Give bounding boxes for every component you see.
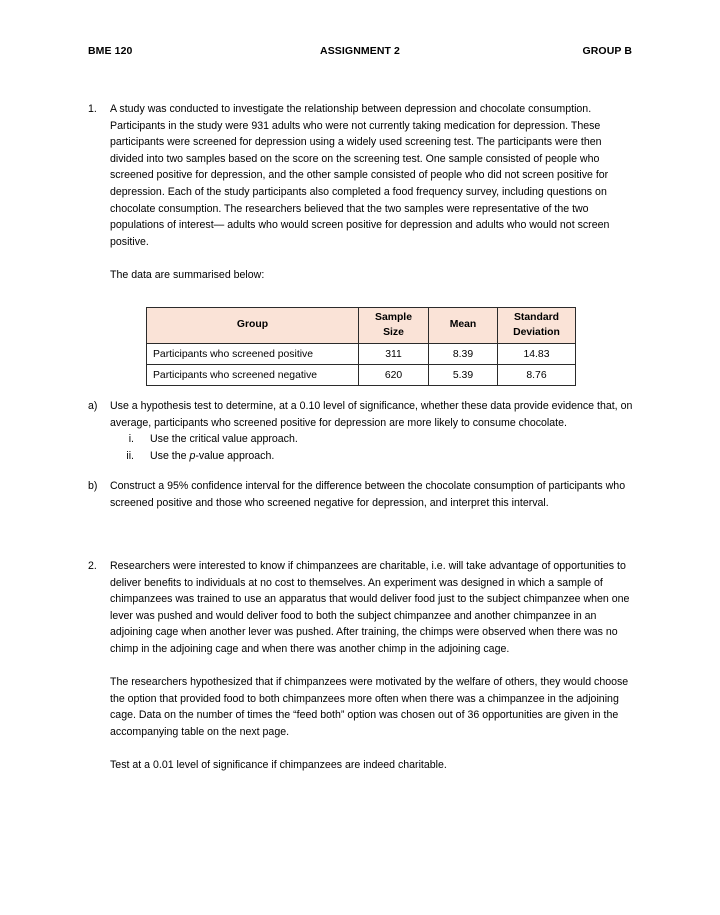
table-body	[147, 344, 576, 386]
roman-item-i-label: Use the critical value approach.	[150, 433, 298, 446]
table-header-mean	[429, 308, 498, 344]
header-course-code: BME 120	[88, 45, 133, 57]
question-1-paragraph-1: A study was conducted to investigate the relationship between depression and chocolate consumption. Participants in the study were 931 adults who were not currently taking medication for depression. These participants were screened for depression using a widely used screening test. The participants were then divided into two samples based on the score on the screening test. One sample consisted of people who screened positive for depression, and the other sample consisted of people who did not screen positive for depression. Each of the study participants also completed a food frequency survey, including questions on chocolate consumption. The researchers believed that the two samples were representative of the two populations of interest— adults who would screen positive for depression and adults who would not screen positive.	[110, 103, 610, 248]
table-header-mean-label: Mean	[449, 319, 477, 331]
sub-question-b-body	[110, 478, 634, 511]
header-group-label: GROUP B	[582, 45, 632, 57]
question-1-marker: 1.	[88, 103, 97, 115]
sub-question-b-block	[88, 478, 634, 511]
table-header-sample-size-line2: Size	[383, 326, 404, 338]
table-cell-sd: 8.76	[498, 365, 576, 386]
roman-item-ii-italic-p: p	[189, 449, 196, 462]
question-2-paragraph-2: The researchers hypothesized that if chimpanzees were motivated by the welfare of others, they would choose the option that provided food to both chimpanzees more often when there was a chimpanzee in the adjoining cage. Data on the number of times the “feed both” option was chosen out of 36 opportunities are given in the accompanying table on the next page.	[110, 676, 629, 738]
table-header-row	[147, 308, 576, 344]
document-header	[88, 45, 632, 57]
roman-item-ii-label-after: -value approach.	[195, 449, 275, 462]
table-row	[147, 365, 576, 386]
table-cell-sample-size: 311	[359, 344, 429, 365]
table-header-group-label: Group	[236, 319, 269, 331]
question-1-body	[110, 101, 634, 284]
question-1-block	[88, 101, 634, 284]
sub-question-a-roman-list	[88, 431, 634, 464]
roman-item-ii-label-before: Use the	[150, 449, 190, 462]
table-cell-mean: 8.39	[429, 344, 498, 365]
roman-item-i-text	[150, 431, 634, 448]
table-header-row-group	[147, 308, 576, 344]
table-header-sample-size-line1: Sample	[375, 312, 412, 323]
question-2-marker: 2.	[88, 560, 97, 572]
table-header-standard-deviation	[498, 308, 576, 344]
sub-question-b-marker: b)	[88, 480, 98, 492]
table-header-sd-line1: Standard	[513, 312, 560, 323]
table-cell-sd: 14.83	[498, 344, 576, 365]
sub-question-a-block	[88, 398, 634, 464]
sub-question-b-text: Construct a 95% confidence interval for the difference between the chocolate consumption of participants who screened positive and those who screened negative for depression, and interpret this interval.	[110, 480, 626, 509]
sub-question-b-row	[88, 478, 634, 511]
question-2-paragraph-3: Test at a 0.01 level of significance if chimpanzees are indeed charitable.	[110, 759, 447, 772]
question-2-block	[88, 558, 634, 774]
roman-item-ii-marker: ii.	[126, 449, 134, 462]
sub-question-a-marker: a)	[88, 400, 98, 412]
question-2-row	[88, 558, 634, 774]
table-cell-group: Participants who screened negative	[147, 365, 359, 386]
table-header-group	[147, 308, 359, 344]
question-2-paragraph-1: Researchers were interested to know if chimpanzees are charitable, i.e. will take advantage of opportunities to deliver benefits to individuals at no cost to themselves. An experiment was designed in which a sample of chimpanzees was trained to use an apparatus that would deliver food just to the subject chimpanzee when one lever was pushed and would deliver food to both the subject chimpanzee and another chimpanzee in an adjoining cage when another lever was pushed. After training, the chimps were observed when there was no chimp in the adjoining cage and when there was another chimp in the adjoining cage.	[110, 560, 630, 655]
table-header-sd-line2: Deviation	[513, 326, 560, 338]
table-cell-mean: 5.39	[429, 365, 498, 386]
sub-question-a-row	[88, 398, 634, 431]
table-cell-group: Participants who screened positive	[147, 344, 359, 365]
roman-item-ii	[118, 448, 634, 465]
table-row	[147, 344, 576, 365]
roman-item-i	[118, 431, 634, 448]
roman-item-ii-text	[150, 448, 634, 465]
table-header-sample-size	[359, 308, 429, 344]
roman-item-i-marker: i.	[128, 433, 134, 446]
question-1-row	[88, 101, 634, 284]
table-cell-sample-size: 620	[359, 365, 429, 386]
sub-question-a-body	[110, 398, 634, 431]
question-2-body	[110, 558, 634, 774]
sub-question-a-text: Use a hypothesis test to determine, at a 0.10 level of significance, whether these data provide evidence that, on average, participants who screened positive for depression are more likely to consume chocolate.	[110, 400, 633, 429]
header-assignment-title: ASSIGNMENT 2	[320, 45, 400, 57]
question-1-paragraph-2: The data are summarised below:	[110, 268, 265, 281]
summary-statistics-table	[146, 307, 576, 386]
